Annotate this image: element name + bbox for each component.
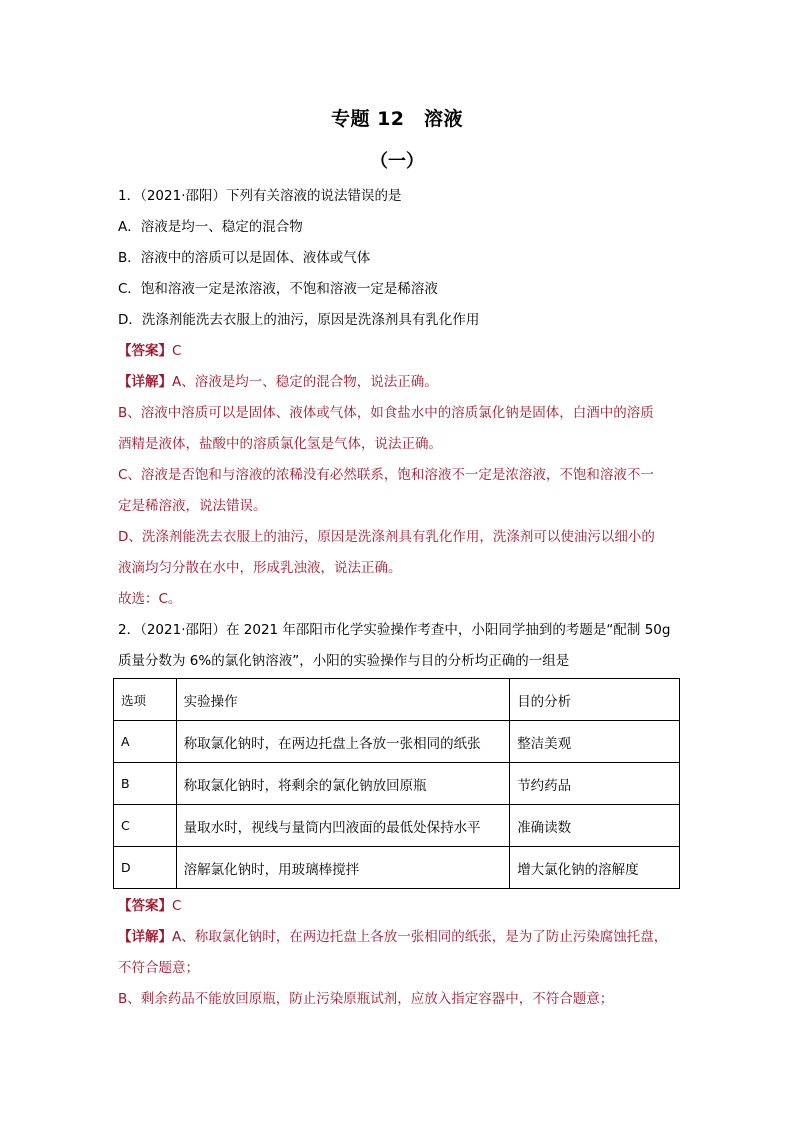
table-header-row	[114, 679, 680, 721]
answer-tag: 【答案】	[118, 343, 172, 359]
question-1-option-c: C．饱和溶液一定是浓溶液，不饱和溶液一定是稀溶液	[118, 281, 438, 297]
table-cell: B	[114, 763, 177, 805]
answer-value: C	[172, 343, 182, 359]
question-1-detail-line: C、溶液是否饱和与溶液的浓稀没有必然联系，饱和溶液不一定是浓溶液，不饱和溶液不一	[118, 467, 654, 483]
question-1-option-b: B．溶液中的溶质可以是固体、液体或气体	[118, 250, 371, 266]
question-1-detail-line: D、洗涤剂能洗去衣服上的油污，原因是洗涤剂具有乳化作用，洗涤剂可以使油污以细小的	[118, 529, 655, 545]
answer-tag: 【答案】	[118, 898, 172, 914]
question-2-detail-line: 不符合题意；	[118, 960, 199, 976]
table-cell: 溶解氯化钠时，用玻璃棒搅拌	[176, 847, 510, 889]
table-cell: 准确读数	[510, 805, 680, 847]
detail-tag: 【详解】	[118, 374, 172, 390]
question-1-detail-line: 定是稀溶液，说法错误。	[118, 498, 267, 514]
table-cell: 称取氯化钠时，将剩余的氯化钠放回原瓶	[176, 763, 510, 805]
question-2-detail-line: B、剩余药品不能放回原瓶，防止污染原瓶试剂，应放入指定容器中，不符合题意；	[118, 991, 614, 1007]
table-cell: 整洁美观	[510, 721, 680, 763]
question-1-answer	[118, 341, 181, 361]
table-cell: A	[114, 721, 177, 763]
detail-text: A、称取氯化钠时，在两边托盘上各放一张相同的纸张，是为了防止污染腐蚀托盘，	[172, 929, 668, 945]
table-cell: 节约药品	[510, 763, 680, 805]
question-1-detail-line: 液滴均匀分散在水中，形成乳浊液，说法正确。	[118, 560, 402, 576]
table-header-cell: 选项	[114, 679, 177, 721]
question-1-option-d: D．洗涤剂能洗去衣服上的油污，原因是洗涤剂具有乳化作用	[118, 312, 480, 328]
question-1-conclusion: 故选：C。	[118, 591, 182, 607]
table-row	[114, 805, 680, 847]
detail-tag: 【详解】	[118, 929, 172, 945]
answer-value: C	[172, 898, 182, 914]
question-1-detail-line: B、溶液中溶质可以是固体、液体或气体，如食盐水中的溶质氯化钠是固体，白酒中的溶质	[118, 405, 654, 421]
table-header-cell: 实验操作	[176, 679, 510, 721]
page-title: 专题 12 溶液	[330, 108, 464, 130]
table-header-cell: 目的分析	[510, 679, 680, 721]
detail-text: A、溶液是均一、稳定的混合物，说法正确。	[172, 374, 438, 390]
question-1-stem: 1．（2021·邵阳）下列有关溶液的说法错误的是	[118, 188, 402, 204]
table-cell: C	[114, 805, 177, 847]
question-2-options-table	[113, 678, 680, 889]
page-subtitle: （一）	[370, 151, 424, 172]
question-2-answer	[118, 896, 181, 916]
question-1-option-a: A．溶液是均一、稳定的混合物	[118, 219, 303, 235]
table-cell: 增大氯化钠的溶解度	[510, 847, 680, 889]
question-1-detail-line: 酒精是液体，盐酸中的溶质氯化氢是气体，说法正确。	[118, 436, 442, 452]
table-cell: D	[114, 847, 177, 889]
question-1-detail-line	[118, 372, 438, 392]
question-2-stem: 2．（2021·邵阳）在 2021 年邵阳市化学实验操作考查中，小阳同学抽到的考题是“配制 50g	[118, 622, 671, 638]
table-row	[114, 721, 680, 763]
table-row	[114, 763, 680, 805]
question-2-stem: 质量分数为 6%的氯化钠溶液”，小阳的实验操作与目的分析均正确的一组是	[118, 653, 570, 669]
table-row	[114, 847, 680, 889]
question-2-detail-line	[118, 927, 667, 947]
table-cell: 量取水时，视线与量筒内凹液面的最低处保持水平	[176, 805, 510, 847]
table-cell: 称取氯化钠时，在两边托盘上各放一张相同的纸张	[176, 721, 510, 763]
